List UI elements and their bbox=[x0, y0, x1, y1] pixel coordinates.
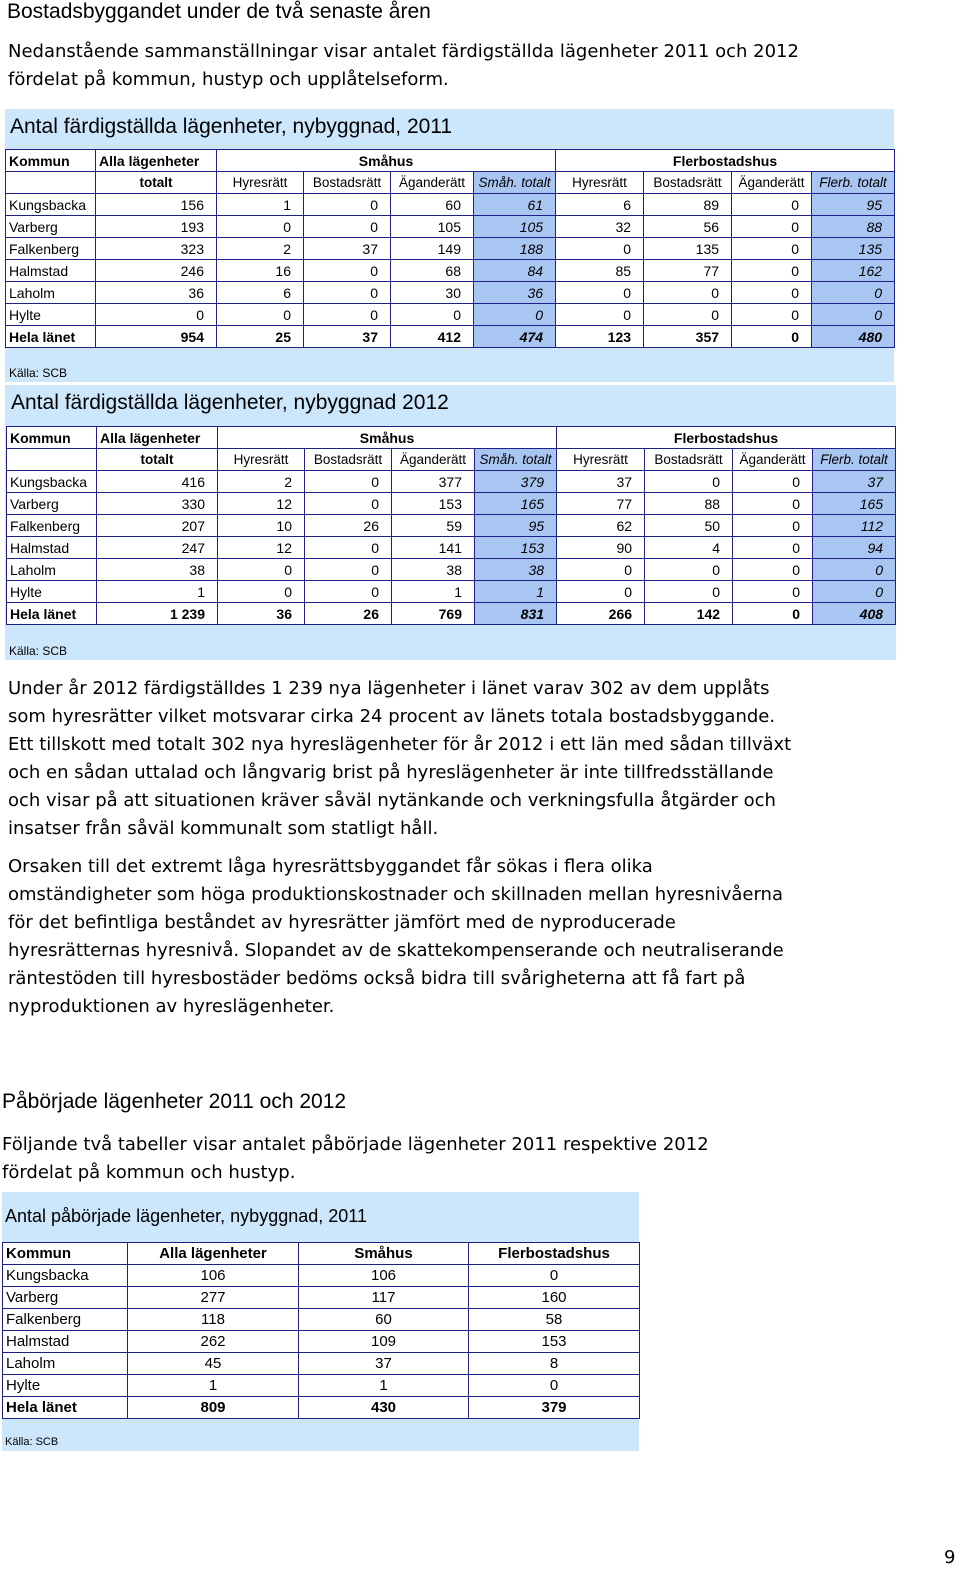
value-cell: 37 bbox=[299, 1353, 469, 1375]
subtotal-cell: 165 bbox=[813, 493, 896, 515]
paragraph-line: omständigheter som höga produktionskostnader och skillnaden mellan hyresnivåerna bbox=[8, 884, 783, 905]
value-cell: 36 bbox=[218, 603, 305, 625]
table-row bbox=[6, 304, 895, 326]
value-cell: 88 bbox=[645, 493, 733, 515]
col-hyresratt: Hyresrätt bbox=[556, 172, 644, 194]
section-heading: Bostadsbyggandet under de två senaste åren bbox=[7, 0, 431, 23]
value-cell: 0 bbox=[305, 471, 392, 493]
subtotal-cell: 831 bbox=[475, 603, 557, 625]
value-cell: 85 bbox=[556, 260, 644, 282]
value-cell: 117 bbox=[299, 1287, 469, 1309]
value-cell: 2 bbox=[218, 471, 305, 493]
col-flerbostadshus: Flerbostadshus bbox=[557, 427, 896, 449]
value-cell: 30 bbox=[391, 282, 474, 304]
col-kommun: Kommun bbox=[6, 150, 96, 172]
kommun-cell: Hylte bbox=[3, 1375, 128, 1397]
value-cell: 59 bbox=[392, 515, 475, 537]
value-cell: 266 bbox=[557, 603, 645, 625]
subtotal-cell: 38 bbox=[475, 559, 557, 581]
value-cell: 0 bbox=[733, 559, 813, 581]
value-cell: 26 bbox=[305, 603, 392, 625]
value-cell: 160 bbox=[469, 1287, 640, 1309]
value-cell: 1 bbox=[299, 1375, 469, 1397]
subtotal-cell: 95 bbox=[812, 194, 895, 216]
intro-line: fördelat på kommun, hustyp och upplåtelseform. bbox=[8, 69, 449, 90]
value-cell: 38 bbox=[97, 559, 218, 581]
value-cell: 68 bbox=[391, 260, 474, 282]
value-cell: 0 bbox=[557, 559, 645, 581]
col-flerb-totalt: Flerb. totalt bbox=[812, 172, 895, 194]
value-cell: 156 bbox=[96, 194, 217, 216]
value-cell: 0 bbox=[645, 471, 733, 493]
subtotal-cell: 94 bbox=[813, 537, 896, 559]
col-hyresratt: Hyresrätt bbox=[218, 449, 305, 471]
value-cell: 193 bbox=[96, 216, 217, 238]
value-cell: 262 bbox=[128, 1331, 299, 1353]
table-row bbox=[3, 1265, 640, 1287]
col-smah-totalt: Småh. totalt bbox=[474, 172, 556, 194]
value-cell: 0 bbox=[218, 559, 305, 581]
value-cell: 0 bbox=[733, 603, 813, 625]
kommun-cell: Laholm bbox=[7, 559, 97, 581]
kommun-cell: Varberg bbox=[3, 1287, 128, 1309]
value-cell: 4 bbox=[645, 537, 733, 559]
table-row bbox=[3, 1353, 640, 1375]
value-cell: 379 bbox=[469, 1397, 640, 1419]
col-aganderatt: Äganderätt bbox=[732, 172, 812, 194]
kommun-cell: Falkenberg bbox=[7, 515, 97, 537]
value-cell: 0 bbox=[645, 559, 733, 581]
subtotal-cell: 162 bbox=[812, 260, 895, 282]
value-cell: 12 bbox=[218, 493, 305, 515]
value-cell: 377 bbox=[392, 471, 475, 493]
value-cell: 77 bbox=[644, 260, 732, 282]
header-row-1 bbox=[7, 427, 896, 449]
col-kommun: Kommun bbox=[7, 427, 97, 449]
value-cell: 149 bbox=[391, 238, 474, 260]
value-cell: 0 bbox=[304, 304, 391, 326]
value-cell: 0 bbox=[732, 304, 812, 326]
value-cell: 0 bbox=[305, 559, 392, 581]
total-row bbox=[3, 1397, 640, 1419]
table-row bbox=[3, 1287, 640, 1309]
value-cell: 0 bbox=[391, 304, 474, 326]
kommun-cell: Laholm bbox=[6, 282, 96, 304]
paragraph-line: som hyresrätter vilket motsvarar cirka 24 procent av länets totala bostadsbyggande. bbox=[8, 706, 776, 727]
value-cell: 357 bbox=[644, 326, 732, 348]
intro-text-2 bbox=[2, 1131, 709, 1187]
table-row bbox=[7, 537, 896, 559]
value-cell: 1 bbox=[217, 194, 304, 216]
col-kommun: Kommun bbox=[3, 1243, 128, 1265]
value-cell: 207 bbox=[97, 515, 218, 537]
table-3-source: Källa: SCB bbox=[5, 1436, 59, 1448]
value-cell: 0 bbox=[556, 304, 644, 326]
value-cell: 277 bbox=[128, 1287, 299, 1309]
value-cell: 0 bbox=[733, 581, 813, 603]
table-2011 bbox=[5, 149, 895, 348]
kommun-cell: Laholm bbox=[3, 1353, 128, 1375]
col-alla: Alla lägenheter bbox=[97, 427, 218, 449]
subtotal-cell: 36 bbox=[474, 282, 556, 304]
value-cell: 105 bbox=[391, 216, 474, 238]
value-cell: 0 bbox=[305, 581, 392, 603]
kommun-cell: Hela länet bbox=[7, 603, 97, 625]
value-cell: 1 bbox=[97, 581, 218, 603]
value-cell: 954 bbox=[96, 326, 217, 348]
table-row bbox=[6, 260, 895, 282]
value-cell: 153 bbox=[469, 1331, 640, 1353]
subtotal-cell: 474 bbox=[474, 326, 556, 348]
paragraph-line: nyproduktionen av hyreslägenheter. bbox=[8, 996, 335, 1017]
value-cell: 58 bbox=[469, 1309, 640, 1331]
value-cell: 142 bbox=[645, 603, 733, 625]
value-cell: 0 bbox=[733, 471, 813, 493]
value-cell: 50 bbox=[645, 515, 733, 537]
value-cell: 37 bbox=[557, 471, 645, 493]
intro-text bbox=[8, 38, 799, 94]
table-row bbox=[6, 282, 895, 304]
section-heading-2: Påbörjade lägenheter 2011 och 2012 bbox=[2, 1090, 347, 1113]
table-row bbox=[7, 471, 896, 493]
table-row bbox=[6, 194, 895, 216]
col-hyresratt: Hyresrätt bbox=[557, 449, 645, 471]
header-row-2 bbox=[7, 449, 896, 471]
value-cell: 90 bbox=[557, 537, 645, 559]
paragraph-line: för det befintliga beståndet av hyresrätter jämfört med de nyproducerade bbox=[8, 912, 676, 933]
subtotal-cell: 105 bbox=[474, 216, 556, 238]
value-cell: 0 bbox=[732, 282, 812, 304]
page-number: 9 bbox=[944, 1547, 956, 1568]
value-cell: 38 bbox=[392, 559, 475, 581]
paragraph-2 bbox=[8, 853, 784, 1021]
value-cell: 323 bbox=[96, 238, 217, 260]
value-cell: 0 bbox=[645, 581, 733, 603]
table-2012 bbox=[6, 426, 896, 625]
kommun-cell: Kungsbacka bbox=[7, 471, 97, 493]
col-bostadsratt: Bostadsrätt bbox=[305, 449, 392, 471]
value-cell: 0 bbox=[469, 1265, 640, 1287]
value-cell: 0 bbox=[557, 581, 645, 603]
table-row bbox=[7, 581, 896, 603]
table-row bbox=[7, 493, 896, 515]
col-smahus: Småhus bbox=[299, 1243, 469, 1265]
value-cell: 0 bbox=[469, 1375, 640, 1397]
subtotal-cell: 84 bbox=[474, 260, 556, 282]
table-3-title: Antal påbörjade lägenheter, nybyggnad, 2011 bbox=[5, 1206, 367, 1226]
value-cell: 106 bbox=[128, 1265, 299, 1287]
value-cell: 809 bbox=[128, 1397, 299, 1419]
value-cell: 26 bbox=[305, 515, 392, 537]
intro-line: fördelat på kommun och hustyp. bbox=[2, 1162, 296, 1183]
subtotal-cell: 0 bbox=[812, 304, 895, 326]
subtotal-cell: 0 bbox=[813, 581, 896, 603]
kommun-cell: Falkenberg bbox=[6, 238, 96, 260]
subtotal-cell: 153 bbox=[475, 537, 557, 559]
col-bostadsratt: Bostadsrätt bbox=[645, 449, 733, 471]
value-cell: 430 bbox=[299, 1397, 469, 1419]
value-cell: 769 bbox=[392, 603, 475, 625]
value-cell: 37 bbox=[304, 326, 391, 348]
value-cell: 60 bbox=[391, 194, 474, 216]
value-cell: 89 bbox=[644, 194, 732, 216]
header-row-2 bbox=[6, 172, 895, 194]
value-cell: 123 bbox=[556, 326, 644, 348]
value-cell: 0 bbox=[644, 304, 732, 326]
value-cell: 118 bbox=[128, 1309, 299, 1331]
subtotal-cell: 88 bbox=[812, 216, 895, 238]
intro-line: Följande två tabeller visar antalet påbörjade lägenheter 2011 respektive 2012 bbox=[2, 1134, 709, 1155]
table-2011-source: Källa: SCB bbox=[9, 366, 68, 380]
kommun-cell: Hylte bbox=[7, 581, 97, 603]
col-smah-totalt: Småh. totalt bbox=[475, 449, 557, 471]
table-row bbox=[7, 515, 896, 537]
subtotal-cell: 188 bbox=[474, 238, 556, 260]
value-cell: 0 bbox=[556, 282, 644, 304]
value-cell: 0 bbox=[733, 537, 813, 559]
value-cell: 0 bbox=[305, 493, 392, 515]
total-row bbox=[6, 326, 895, 348]
subtotal-cell: 61 bbox=[474, 194, 556, 216]
kommun-cell: Kungsbacka bbox=[6, 194, 96, 216]
value-cell: 135 bbox=[644, 238, 732, 260]
subtotal-cell: 37 bbox=[813, 471, 896, 493]
value-cell: 0 bbox=[217, 216, 304, 238]
col-smahus: Småhus bbox=[218, 427, 557, 449]
col-hyresratt: Hyresrätt bbox=[217, 172, 304, 194]
col-flerbostadshus: Flerbostadshus bbox=[556, 150, 895, 172]
value-cell: 0 bbox=[732, 238, 812, 260]
value-cell: 36 bbox=[96, 282, 217, 304]
kommun-cell: Halmstad bbox=[3, 1331, 128, 1353]
col-smahus: Småhus bbox=[217, 150, 556, 172]
value-cell: 416 bbox=[97, 471, 218, 493]
value-cell: 0 bbox=[304, 194, 391, 216]
value-cell: 77 bbox=[557, 493, 645, 515]
col-totalt: totalt bbox=[96, 172, 217, 194]
value-cell: 0 bbox=[304, 282, 391, 304]
value-cell: 0 bbox=[732, 194, 812, 216]
value-cell: 412 bbox=[391, 326, 474, 348]
paragraph-1 bbox=[8, 675, 791, 843]
col-bostadsratt: Bostadsrätt bbox=[644, 172, 732, 194]
col-flerbostadshus: Flerbostadshus bbox=[469, 1243, 640, 1265]
paragraph-line: hyresrätternas hyresnivå. Slopandet av de skattekompenserande och neutraliserande bbox=[8, 940, 784, 961]
value-cell: 60 bbox=[299, 1309, 469, 1331]
subtotal-cell: 0 bbox=[474, 304, 556, 326]
value-cell: 153 bbox=[392, 493, 475, 515]
paragraph-line: Orsaken till det extremt låga hyresrättsbyggandet får sökas i flera olika bbox=[8, 856, 653, 877]
value-cell: 0 bbox=[732, 260, 812, 282]
value-cell: 0 bbox=[304, 260, 391, 282]
total-row bbox=[7, 603, 896, 625]
table-row bbox=[3, 1375, 640, 1397]
col-empty bbox=[7, 449, 97, 471]
subtotal-cell: 408 bbox=[813, 603, 896, 625]
value-cell: 0 bbox=[733, 493, 813, 515]
value-cell: 45 bbox=[128, 1353, 299, 1375]
table-3 bbox=[2, 1242, 640, 1419]
paragraph-line: insatser från såväl kommunalt som statligt håll. bbox=[8, 818, 439, 839]
value-cell: 0 bbox=[217, 304, 304, 326]
value-cell: 62 bbox=[557, 515, 645, 537]
paragraph-line: Under år 2012 färdigställdes 1 239 nya lägenheter i länet varav 302 av dem upplåts bbox=[8, 678, 770, 699]
col-alla: Alla lägenheter bbox=[96, 150, 217, 172]
value-cell: 0 bbox=[732, 326, 812, 348]
value-cell: 2 bbox=[217, 238, 304, 260]
subtotal-cell: 1 bbox=[475, 581, 557, 603]
paragraph-line: räntestöden till hyresbostäder bedöms också bidra till svårigheterna att få fart på bbox=[8, 968, 746, 989]
table-row bbox=[6, 238, 895, 260]
value-cell: 8 bbox=[469, 1353, 640, 1375]
value-cell: 1 bbox=[128, 1375, 299, 1397]
subtotal-cell: 0 bbox=[813, 559, 896, 581]
intro-line: Nedanstående sammanställningar visar antalet färdigställda lägenheter 2011 och 2012 bbox=[8, 41, 799, 62]
kommun-cell: Varberg bbox=[7, 493, 97, 515]
value-cell: 25 bbox=[217, 326, 304, 348]
value-cell: 32 bbox=[556, 216, 644, 238]
value-cell: 246 bbox=[96, 260, 217, 282]
kommun-cell: Halmstad bbox=[7, 537, 97, 559]
value-cell: 0 bbox=[304, 216, 391, 238]
paragraph-line: och en sådan uttalad och långvarig brist på hyreslägenheter är inte tillfredsställande bbox=[8, 762, 774, 783]
col-aganderatt: Äganderätt bbox=[733, 449, 813, 471]
value-cell: 12 bbox=[218, 537, 305, 559]
value-cell: 6 bbox=[217, 282, 304, 304]
header-row-1 bbox=[6, 150, 895, 172]
subtotal-cell: 0 bbox=[812, 282, 895, 304]
table-row bbox=[3, 1331, 640, 1353]
col-bostadsratt: Bostadsrätt bbox=[304, 172, 391, 194]
col-empty bbox=[6, 172, 96, 194]
kommun-cell: Hylte bbox=[6, 304, 96, 326]
kommun-cell: Falkenberg bbox=[3, 1309, 128, 1331]
subtotal-cell: 379 bbox=[475, 471, 557, 493]
col-aganderatt: Äganderätt bbox=[392, 449, 475, 471]
col-flerb-totalt: Flerb. totalt bbox=[813, 449, 896, 471]
subtotal-cell: 95 bbox=[475, 515, 557, 537]
kommun-cell: Hela länet bbox=[3, 1397, 128, 1419]
value-cell: 0 bbox=[218, 581, 305, 603]
value-cell: 1 239 bbox=[97, 603, 218, 625]
table-row bbox=[6, 216, 895, 238]
value-cell: 0 bbox=[96, 304, 217, 326]
value-cell: 1 bbox=[392, 581, 475, 603]
header-row bbox=[3, 1243, 640, 1265]
kommun-cell: Halmstad bbox=[6, 260, 96, 282]
value-cell: 141 bbox=[392, 537, 475, 559]
subtotal-cell: 165 bbox=[475, 493, 557, 515]
table-row bbox=[3, 1309, 640, 1331]
subtotal-cell: 480 bbox=[812, 326, 895, 348]
value-cell: 16 bbox=[217, 260, 304, 282]
table-row bbox=[7, 559, 896, 581]
paragraph-line: och visar på att situationen kräver såväl nytänkande och verkningsfulla åtgärder och bbox=[8, 790, 776, 811]
value-cell: 0 bbox=[732, 216, 812, 238]
value-cell: 106 bbox=[299, 1265, 469, 1287]
value-cell: 56 bbox=[644, 216, 732, 238]
paragraph-line: Ett tillskott med totalt 302 nya hyreslägenheter för år 2012 i ett län med sådan tillväxt bbox=[8, 734, 792, 755]
value-cell: 0 bbox=[733, 515, 813, 537]
kommun-cell: Hela länet bbox=[6, 326, 96, 348]
value-cell: 10 bbox=[218, 515, 305, 537]
value-cell: 109 bbox=[299, 1331, 469, 1353]
kommun-cell: Kungsbacka bbox=[3, 1265, 128, 1287]
col-totalt: totalt bbox=[97, 449, 218, 471]
value-cell: 0 bbox=[556, 238, 644, 260]
subtotal-cell: 112 bbox=[813, 515, 896, 537]
value-cell: 247 bbox=[97, 537, 218, 559]
value-cell: 37 bbox=[304, 238, 391, 260]
value-cell: 0 bbox=[644, 282, 732, 304]
table-2012-title: Antal färdigställda lägenheter, nybyggnad 2012 bbox=[11, 391, 449, 414]
subtotal-cell: 135 bbox=[812, 238, 895, 260]
value-cell: 330 bbox=[97, 493, 218, 515]
col-aganderatt: Äganderätt bbox=[391, 172, 474, 194]
kommun-cell: Varberg bbox=[6, 216, 96, 238]
table-2011-title: Antal färdigställda lägenheter, nybyggnad, 2011 bbox=[10, 115, 453, 138]
table-2012-source: Källa: SCB bbox=[9, 644, 68, 658]
value-cell: 0 bbox=[305, 537, 392, 559]
value-cell: 6 bbox=[556, 194, 644, 216]
col-alla: Alla lägenheter bbox=[128, 1243, 299, 1265]
